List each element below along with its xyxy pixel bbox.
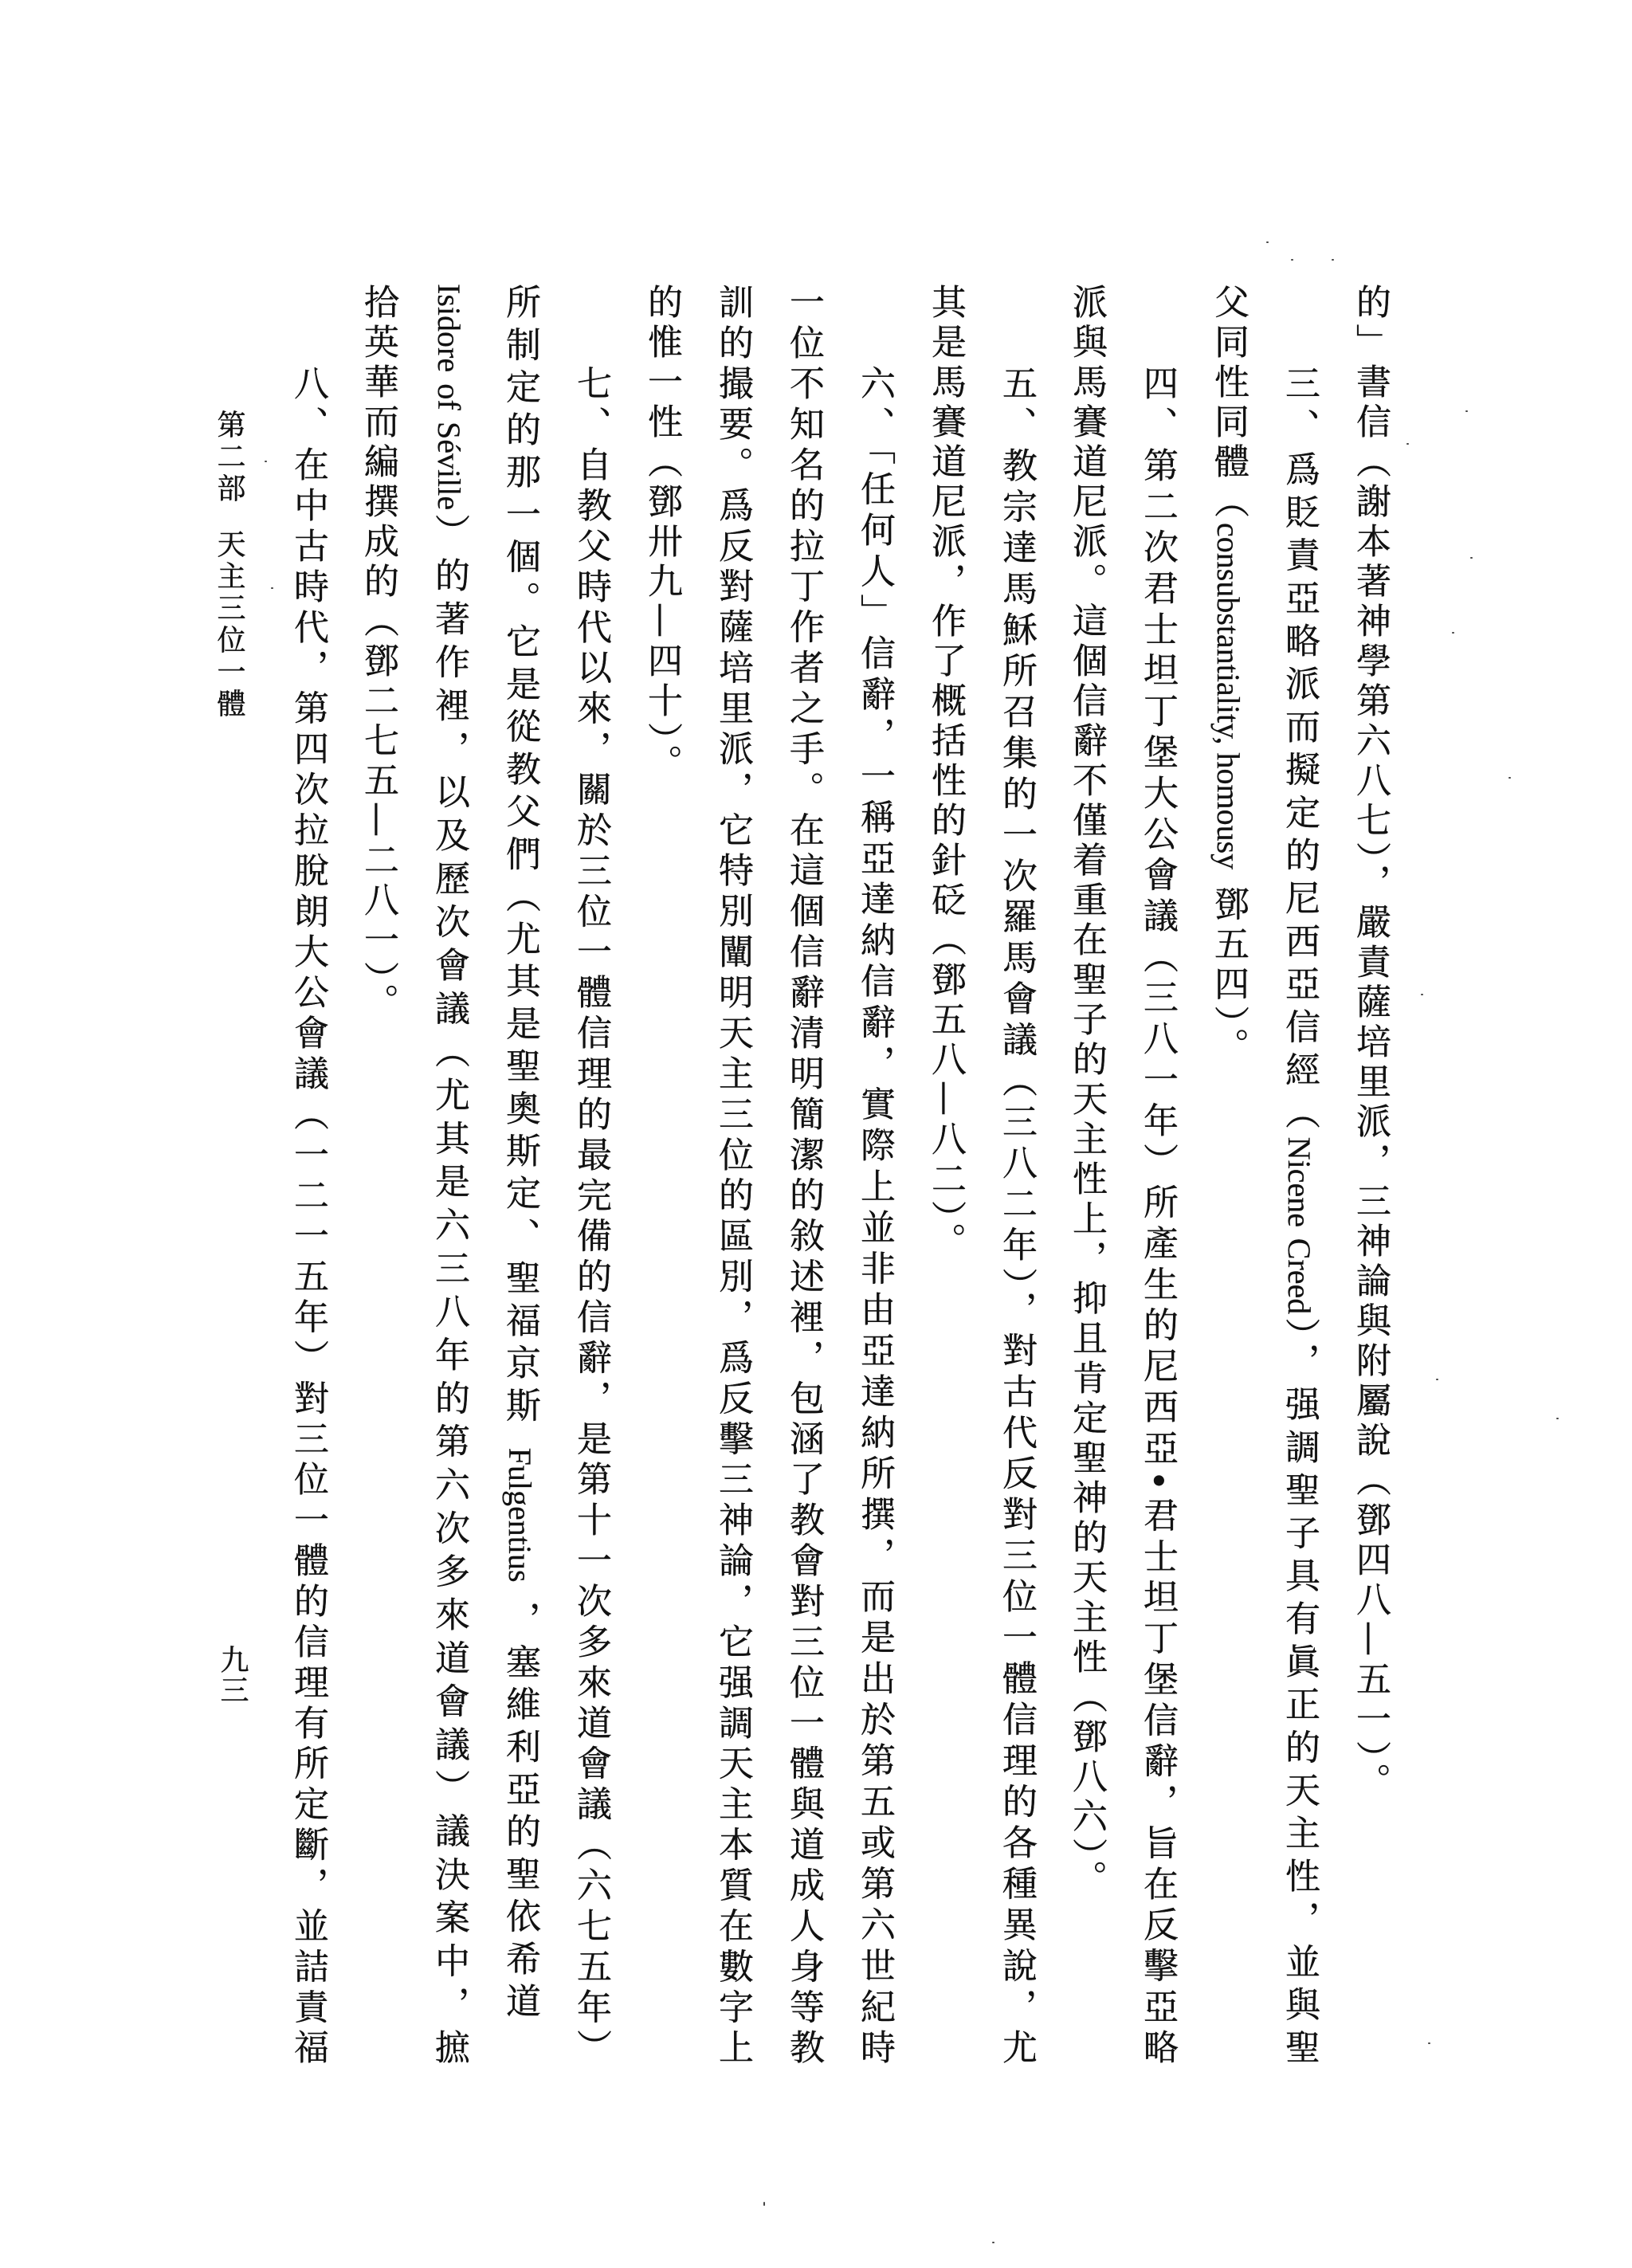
text-column-13 bbox=[500, 284, 540, 2023]
scan-speck bbox=[1291, 259, 1293, 261]
text-column-05 bbox=[1066, 284, 1107, 2069]
column-text: 一位不知名的拉丁作者之手。在這個信辭清明簡潔的敘述裡，包涵了教會對三位一體與道成人身等教 bbox=[783, 284, 824, 2069]
scan-speck bbox=[992, 2242, 994, 2243]
text-column-07 bbox=[925, 284, 966, 2069]
text-column-11 bbox=[641, 284, 682, 2069]
scan-speck bbox=[763, 2202, 765, 2206]
column-text: 父同性同體（ bbox=[1208, 284, 1249, 523]
scan-speck bbox=[1436, 1379, 1438, 1380]
column-text: 八、在中古時代，第四次拉脫朗大公會議（一二一五年）對三位一體的信理有所定斷，並詰責福 bbox=[288, 365, 328, 2069]
column-text: 訓的撮要。爲反對薩培里派，它特別闡明天主三位的區別，爲反擊三神論，它强調天主本質在數字上 bbox=[712, 284, 753, 2069]
scan-speck bbox=[271, 587, 273, 589]
text-column-08-item-six-start bbox=[854, 284, 895, 2069]
latin-term-nicene-creed: Nicene Creed bbox=[1281, 1136, 1317, 1315]
scan-speck bbox=[1406, 443, 1409, 445]
scan-speck bbox=[1332, 259, 1334, 261]
text-column-03 bbox=[1208, 284, 1249, 2069]
scan-speck bbox=[1470, 557, 1473, 559]
text-column-01 bbox=[1350, 284, 1391, 2069]
column-text: 七、自教父時代以來，關於三位一體信理的最完備的信辭，是第十一次多來道會議（六七五年） bbox=[571, 365, 611, 2069]
column-text: 所制定的那一個。它是從教父們（尤其是聖奧斯定、聖福京斯 bbox=[500, 284, 540, 1448]
scan-speck bbox=[1556, 1418, 1559, 1419]
column-text: ，塞維利亞的聖依希道 bbox=[500, 1582, 540, 2023]
column-text: 三、爲貶責亞略派而擬定的尼西亞信經（ bbox=[1279, 365, 1320, 1137]
running-footer-section: 第二部 bbox=[213, 410, 245, 505]
column-text: ）的著作裡，以及歷次會議（尤其是六三八年的第六次多來道會議）議決案中，摭 bbox=[429, 510, 469, 2069]
scan-speck bbox=[1508, 777, 1511, 779]
text-column-16-item-eight-start bbox=[288, 284, 328, 2069]
running-footer-title: 天主三位一體 bbox=[213, 529, 245, 720]
column-text: ），强調聖子具有眞正的天主性，並與聖 bbox=[1279, 1314, 1320, 2069]
text-column-06-item-five-start bbox=[996, 284, 1037, 2069]
column-text: 鄧五四）。 bbox=[1208, 869, 1249, 1068]
text-column-12-item-seven-start bbox=[571, 284, 611, 2069]
scan-speck bbox=[1428, 2042, 1430, 2044]
column-text: 派與馬賽道尼派。這個信辭不僅着重在聖子的天主性上，抑且肯定聖神的天主性（鄧八六）。 bbox=[1066, 284, 1107, 1900]
column-text: 的惟一性（鄧卅九—四十）。 bbox=[641, 284, 682, 784]
column-text: 五、教宗達馬穌所召集的一次羅馬會議（三八二年），對古代反對三位一體信理的各種異說，尤 bbox=[996, 365, 1037, 2069]
scan-speck bbox=[1266, 241, 1269, 243]
text-column-04-item-four-start bbox=[1137, 284, 1178, 2069]
text-column-15 bbox=[358, 284, 398, 2069]
latin-term-consubstantiality: consubstantiality, homousy bbox=[1210, 523, 1246, 870]
scan-speck bbox=[1452, 632, 1454, 634]
scan-speck bbox=[265, 461, 267, 462]
column-text: 四、第二次君士坦丁堡大公會議（三八一年）所產生的尼西亞•君士坦丁堡信辭，旨在反擊亞略 bbox=[1137, 365, 1178, 2069]
text-column-14 bbox=[429, 284, 469, 2069]
text-column-09 bbox=[783, 284, 824, 2069]
column-text: 其是馬賽道尼派，作了概括性的針砭（鄧五八—八二）。 bbox=[925, 284, 966, 1262]
column-text: 六、「任何人」信辭，一稱亞達納信辭，實際上並非由亞達納所撰，而是出於第五或第六世紀時 bbox=[854, 365, 895, 2069]
latin-term-isidore-of-seville: Isidore of Séville bbox=[431, 284, 467, 511]
column-text: 拾英華而編撰成的（鄧二七五—二八一）。 bbox=[358, 284, 398, 1023]
page-number: 九三 bbox=[216, 1645, 249, 1705]
scan-speck bbox=[1421, 994, 1423, 995]
scan-speck bbox=[1465, 410, 1468, 412]
latin-term-fulgentius: Fulgentius bbox=[502, 1447, 538, 1583]
text-column-10 bbox=[712, 284, 753, 2069]
text-column-02-item-three-start bbox=[1279, 284, 1320, 2069]
column-text: 的」書信（謝本著神學第六八七），嚴責薩培里派，三神論與附屬說（鄧四八—五一）。 bbox=[1350, 284, 1391, 1803]
